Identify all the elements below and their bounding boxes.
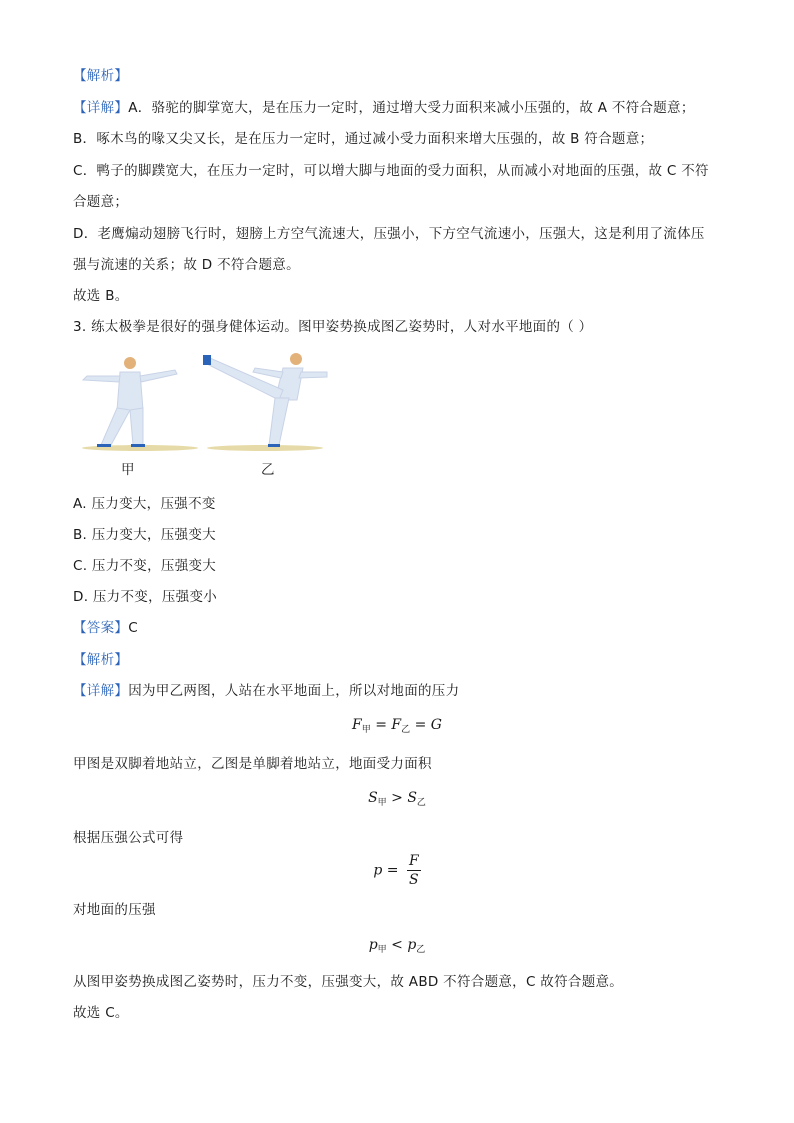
answer-tag: 【答案】 [73,620,129,636]
option-c: C. 压力不变，压强变大 [73,558,217,574]
conclusion-q3: 故选 C。 [73,1005,129,1021]
formula-pressure-compare: $p_甲 < p_乙$ [368,937,426,955]
figure-label-yi: 乙 [261,462,275,478]
detail-text-3: 根据压强公式可得 [73,830,184,846]
taichi-figure [75,350,335,480]
detail-text-2: 甲图是双脚着地站立，乙图是单脚着地站立，地面受力面积 [73,756,432,772]
question-3-stem: 3. 练太极拳是很好的强身健体运动。图甲姿势换成图乙姿势时，人对水平地面的（ ） [73,319,593,335]
option-b-explanation: B．啄木鸟的喙又尖又长，是在压力一定时，通过减小受力面积来增大压强的，故 B 符合题意； [73,131,654,147]
detail-text-4: 对地面的压强 [73,902,156,918]
option-d-explanation-line2: 强与流速的关系；故 D 不符合题意。 [73,257,300,273]
analysis-heading: 【解析】 [73,68,129,84]
conclusion-1: 故选 B。 [73,288,129,304]
formula-area-compare: $S_甲 > S_乙$ [368,790,426,808]
formula-pressure-definition: p = $\frac{F}{S}$ [373,853,419,888]
detail-tag: 【详解】 [73,100,129,116]
answer-line [73,618,138,638]
option-d-explanation-line1: D．老鹰煽动翅膀飞行时，翅膀上方空气流速大，压强小，下方空气流速小，压强大，这是利用了流体压 [73,226,705,242]
option-c-explanation-line2: 合题意； [73,194,129,210]
detail-paragraph-q3 [73,681,459,701]
option-b: B. 压力变大，压强变大 [73,527,216,543]
figure-label-jia: 甲 [121,462,135,478]
detail-text-1: 因为甲乙两图，人站在水平地面上，所以对地面的压力 [128,683,460,699]
option-a: A. 压力变大，压强不变 [73,496,216,512]
option-c-explanation-line1: C．鸭子的脚蹼宽大，在压力一定时，可以增大脚与地面的受力面积，从而减小对地面的压强，故 C 不符 [73,163,709,179]
person-yi-figure [203,353,327,447]
answer-value: C [128,620,138,636]
detail-text-5: 从图甲姿势换成图乙姿势时，压力不变，压强变大，故 ABD 不符合题意，C 故符合题意。 [73,974,624,990]
ground-shadow-yi [207,445,323,451]
option-d: D. 压力不变，压强变小 [73,589,218,605]
person-jia-figure [83,357,177,447]
detail-paragraph-a [73,98,695,118]
detail-tag-q3: 【详解】 [73,683,129,699]
formula-force-equal: $F_甲 = F_乙 = G$ [352,717,442,735]
option-a-explanation: A．骆驼的脚掌宽大，是在压力一定时，通过增大受力面积来减小压强的，故 A 不符合题意； [128,100,695,116]
taichi-illustration [75,350,335,480]
analysis-heading-q3: 【解析】 [73,652,129,668]
